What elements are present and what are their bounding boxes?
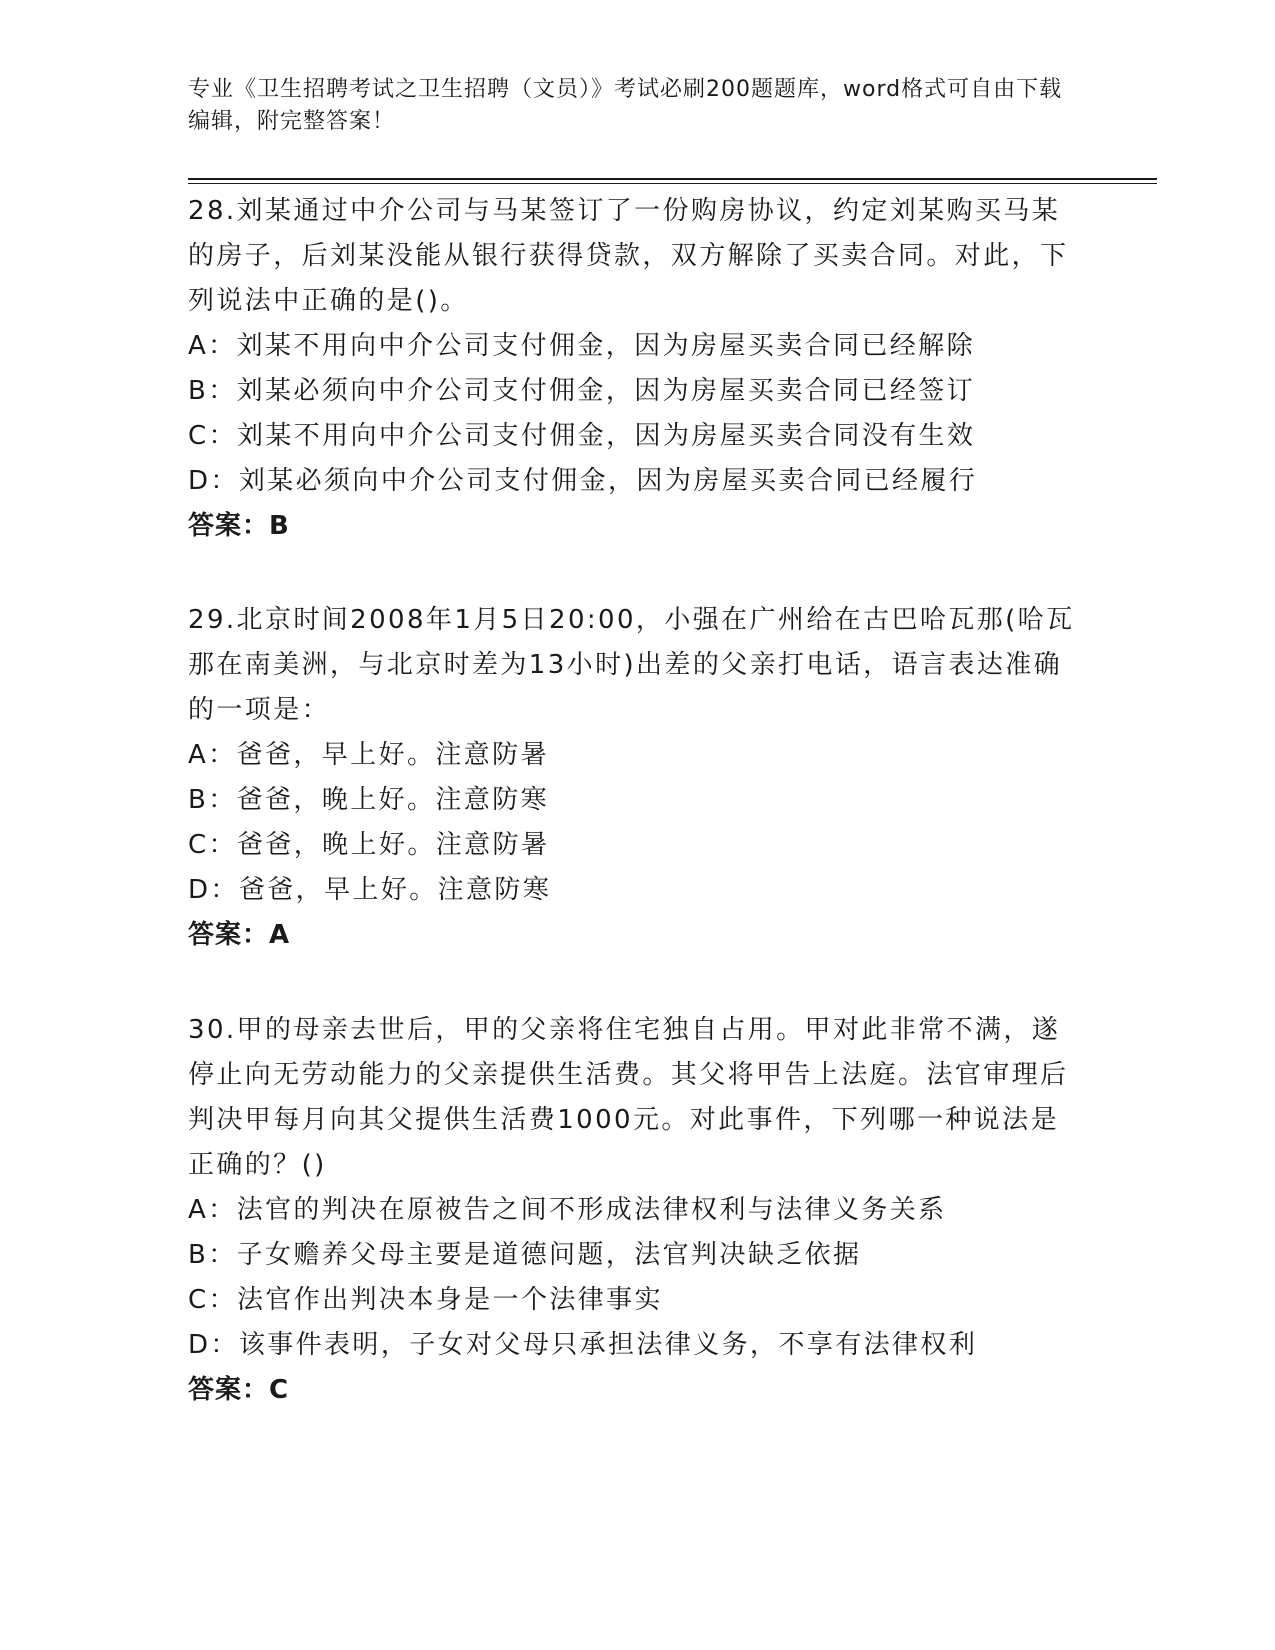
option-d: D：该事件表明，子女对父母只承担法律义务，不享有法律权利 — [188, 1330, 978, 1360]
option-b: B：子女赡养父母主要是道德问题，法官判决缺乏依据 — [188, 1240, 862, 1270]
answer-line: 答案：B — [188, 511, 290, 541]
option-d: D：刘某必须向中介公司支付佣金，因为房屋买卖合同已经履行 — [188, 466, 978, 496]
question-29 — [188, 598, 1078, 958]
option-c: C：法官作出判决本身是一个法律事实 — [188, 1285, 663, 1315]
answer-line: 答案：A — [188, 920, 291, 950]
header-divider-thin — [188, 183, 1157, 184]
question-30 — [188, 1008, 1078, 1413]
question-28 — [188, 189, 1078, 549]
option-b: B：爸爸，晚上好。注意防寒 — [188, 785, 550, 815]
option-d: D：爸爸，早上好。注意防寒 — [188, 875, 552, 905]
option-a: A：刘某不用向中介公司支付佣金，因为房屋买卖合同已经解除 — [188, 331, 975, 361]
option-a: A：法官的判决在原被告之间不形成法律权利与法律义务关系 — [188, 1195, 947, 1225]
document-header: 专业《卫生招聘考试之卫生招聘（文员）》考试必刷200题题库，word格式可自由下载编辑，附完整答案！ — [188, 77, 1063, 134]
option-b: B：刘某必须向中介公司支付佣金，因为房屋买卖合同已经签订 — [188, 376, 976, 406]
question-stem: 29.北京时间2008年1月5日20:00，小强在广州给在古巴哈瓦那(哈瓦那在南美洲，与北京时差为13小时)出差的父亲打电话，语言表达准确的一项是： — [188, 605, 1075, 725]
option-c: C：刘某不用向中介公司支付佣金，因为房屋买卖合同没有生效 — [188, 421, 976, 451]
answer-line: 答案：C — [188, 1375, 290, 1405]
question-stem: 28.刘某通过中介公司与马某签订了一份购房协议，约定刘某购买马某的房子，后刘某没能从银行获得贷款，双方解除了买卖合同。对此，下列说法中正确的是()。 — [188, 196, 1069, 316]
question-stem: 30.甲的母亲去世后，甲的父亲将住宅独自占用。甲对此非常不满，遂停止向无劳动能力的父亲提供生活费。其父将甲告上法庭。法官审理后判决甲每月向其父提供生活费1000元。对此事件，下列哪一种说法是正确的？() — [188, 1015, 1069, 1180]
option-c: C：爸爸，晚上好。注意防暑 — [188, 830, 550, 860]
option-a: A：爸爸，早上好。注意防暑 — [188, 740, 549, 770]
header-divider — [188, 178, 1157, 180]
